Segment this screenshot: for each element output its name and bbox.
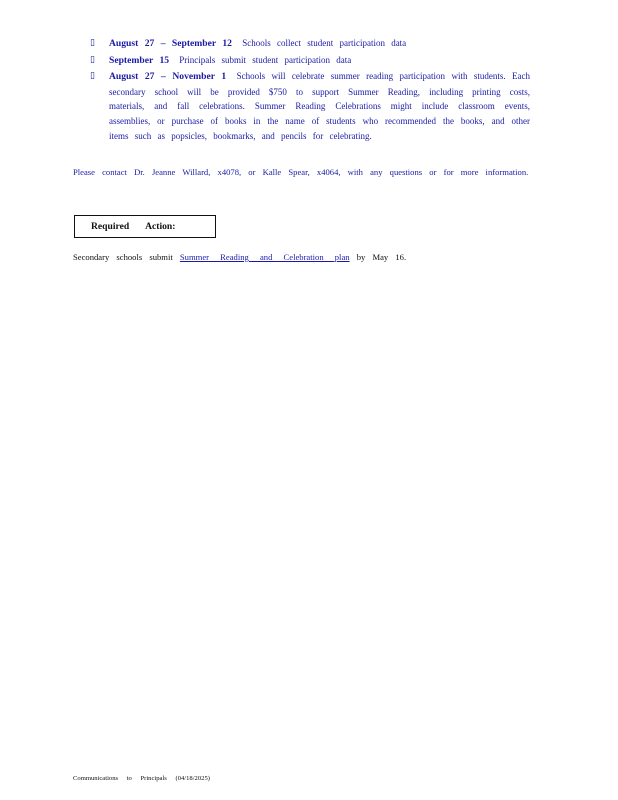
required-action-box (74, 215, 216, 238)
required-action-suffix: by May 16. (349, 252, 407, 262)
timeline-dates: August 27 – September 12 (109, 38, 232, 49)
required-action-label: Required Action: (91, 221, 176, 232)
timeline-dates: September 15 (109, 54, 170, 66)
square-bullet-icon: ▯ (90, 71, 95, 82)
timeline-item-collect-data (90, 36, 530, 52)
square-bullet-icon: ▯ (90, 38, 95, 48)
required-action-text (73, 251, 533, 263)
timeline-dates: August 27 – November 1 (109, 71, 227, 83)
timeline-item-submit-data (90, 53, 530, 69)
timeline-text: Schools collect student participation data (242, 38, 407, 48)
timeline-item-celebrate (90, 69, 530, 143)
footer-text: Communications to Principals (04/18/2025) (73, 775, 210, 782)
timeline-text: Schools will celebrate summer reading participation with students. Each secondary school will be provided $750 to support Summer Reading, including printing costs, materials, and fall celebrations. Summer Reading Celebrations might include classroom events, assemblies, or purchase of books in the name of students who recommended the books, and other items such as popsicles, bookmarks, and pencils for celebrating. (109, 71, 530, 141)
contact-text: Please contact Dr. Jeanne Willard, x4078, or Kalle Spear, x4064, with any questions or for more information. (73, 167, 529, 177)
contact-paragraph (73, 166, 529, 178)
timeline-text: Principals submit student participation data (179, 54, 352, 65)
square-bullet-icon: ▯ (90, 54, 95, 65)
page-footer (73, 775, 210, 782)
required-action-prefix: Secondary schools submit (73, 252, 180, 262)
celebration-plan-link[interactable]: Summer Reading and Celebration plan (179, 252, 350, 262)
timeline-list (90, 36, 530, 144)
